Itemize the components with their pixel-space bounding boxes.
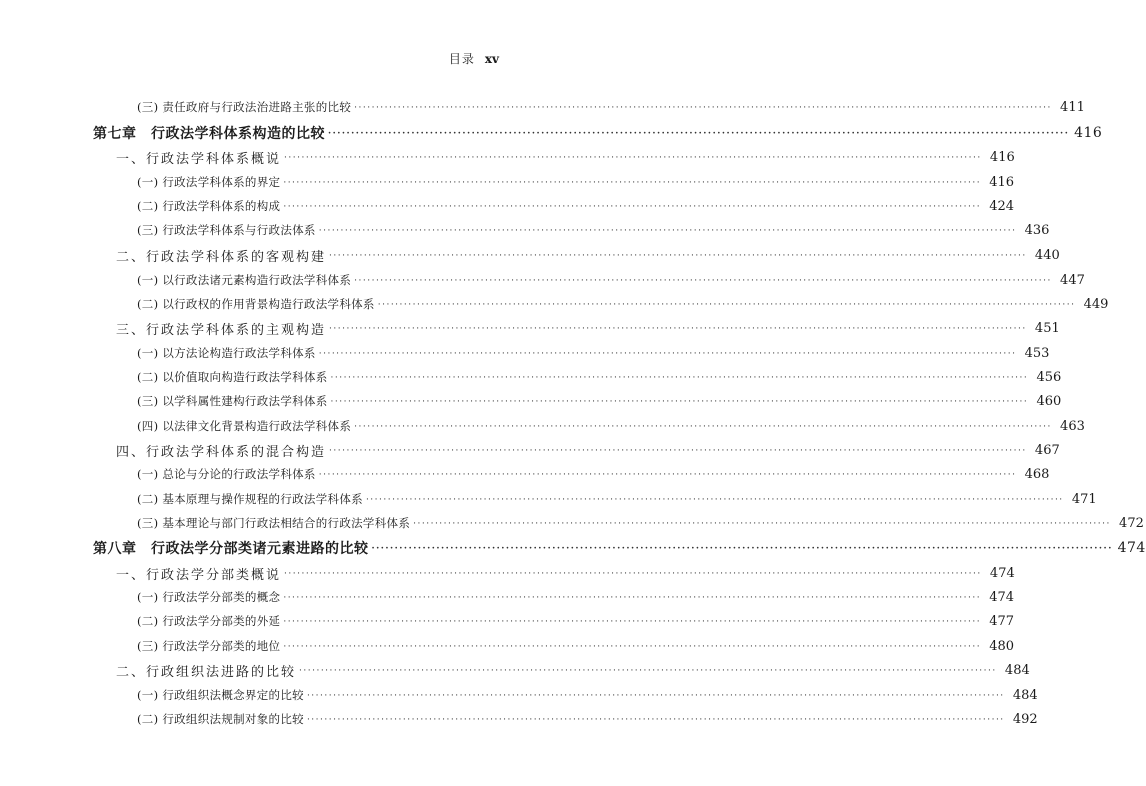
dot-leader: ································································································································································ xyxy=(365,494,1064,505)
toc-entry-title: 四、行政法学科体系的混合构造 xyxy=(116,444,327,460)
toc-entry-sub xyxy=(0,171,1015,193)
toc-entry-title: 第七章 行政法学科体系构造的比较 xyxy=(93,126,325,142)
toc-entry-page-number: 416 xyxy=(1074,125,1103,141)
dot-leader: ································································································································································ xyxy=(330,396,1029,407)
toc-entry-sub xyxy=(0,195,1015,217)
toc-entry-sub xyxy=(0,96,1085,118)
page-folio: xv xyxy=(484,52,499,66)
toc-entry-sub xyxy=(0,390,1062,412)
toc-entry-title: (三) 基本理论与部门行政法相结合的行政法学科体系 xyxy=(137,516,411,530)
toc-entry-sub xyxy=(0,366,1062,388)
toc-entry-title: (二) 以价值取向构造行政法学科体系 xyxy=(137,370,328,384)
toc-entry-page-number: 484 xyxy=(1012,687,1038,703)
dot-leader: ································································································································································ xyxy=(413,518,1111,529)
toc-entry-title: (二) 行政法学分部类的外延 xyxy=(137,614,281,628)
toc-entry-title: (三) 以学科属性建构行政法学科体系 xyxy=(137,394,328,408)
toc-entry-page-number: 460 xyxy=(1036,393,1062,409)
toc-entry-page-number: 472 xyxy=(1119,515,1144,531)
toc-entry-page-number: 463 xyxy=(1060,418,1085,434)
toc-entry-page-number: 474 xyxy=(1117,540,1146,556)
toc-entry-page-number: 492 xyxy=(1012,711,1038,727)
toc-entry-page-number: 411 xyxy=(1060,99,1085,115)
toc-entry-sub xyxy=(0,463,1050,485)
toc-entry-page-number: 440 xyxy=(1034,247,1060,263)
toc-entry-title: (二) 行政法学科体系的构成 xyxy=(137,199,281,213)
dot-leader: ································································································································································ xyxy=(283,641,982,652)
dot-leader: ································································································································································ xyxy=(284,568,982,579)
toc-entry-sub xyxy=(0,512,1144,534)
toc-entry-sub xyxy=(0,269,1085,291)
dot-leader: ································································································································································ xyxy=(284,152,982,163)
toc-entry-section xyxy=(0,146,1015,168)
toc-entry-sub xyxy=(0,488,1097,510)
dot-leader: ································································································································································ xyxy=(306,690,1005,701)
toc-entry-sub xyxy=(0,293,1109,315)
toc-entry-title: 一、行政法学分部类概说 xyxy=(116,567,282,583)
toc-entry-section xyxy=(0,244,1060,266)
toc-entry-title: (一) 以行政法诸元素构造行政法学科体系 xyxy=(137,273,352,287)
toc-entry-section xyxy=(0,562,1015,584)
dot-leader: ································································································································································ xyxy=(354,421,1052,432)
toc-entry-title: (二) 行政组织法规制对象的比较 xyxy=(137,712,304,726)
toc-entry-page-number: 474 xyxy=(989,589,1015,605)
toc-entry-title: (一) 行政法学分部类的概念 xyxy=(137,590,281,604)
dot-leader: ································································································································································ xyxy=(318,225,1017,236)
toc-entry-page-number: 471 xyxy=(1071,491,1097,507)
toc-entry-section xyxy=(0,317,1060,339)
toc-entry-title: (一) 总论与分论的行政法学科体系 xyxy=(137,467,316,481)
toc-entry-sub xyxy=(0,219,1050,241)
toc-entry-title: (一) 行政法学科体系的界定 xyxy=(137,175,281,189)
dot-leader: ································································································································································ xyxy=(371,543,1113,554)
toc-entry-title: (一) 行政组织法概念界定的比较 xyxy=(137,688,304,702)
toc-entry-page-number: 484 xyxy=(1004,662,1030,678)
toc-entry-sub xyxy=(0,586,1015,608)
dot-leader: ································································································································································ xyxy=(330,372,1029,383)
toc-entry-sub xyxy=(0,415,1085,437)
toc-entry-page-number: 436 xyxy=(1024,222,1050,238)
toc-entry-sub xyxy=(0,684,1038,706)
toc-entry-page-number: 416 xyxy=(989,174,1015,190)
toc-entry-page-number: 456 xyxy=(1036,369,1062,385)
dot-leader: ································································································································································ xyxy=(329,323,1027,334)
toc-entry-sub xyxy=(0,610,1015,632)
toc-entry-section xyxy=(0,439,1060,461)
toc-entry-page-number: 451 xyxy=(1034,320,1060,336)
dot-leader: ································································································································································ xyxy=(354,275,1052,286)
dot-leader: ································································································································································ xyxy=(329,445,1027,456)
dot-leader: ································································································································································ xyxy=(306,714,1005,725)
toc-entry-section xyxy=(0,659,1030,681)
toc-entry-sub xyxy=(0,342,1050,364)
toc-entry-title: (一) 以方法论构造行政法学科体系 xyxy=(137,346,316,360)
toc-entry-sub xyxy=(0,635,1015,657)
toc-entry-sub xyxy=(0,708,1038,730)
dot-leader: ································································································································································ xyxy=(318,348,1017,359)
toc-entry-page-number: 467 xyxy=(1034,442,1060,458)
toc-entry-title: 一、行政法学科体系概说 xyxy=(116,151,282,167)
dot-leader: ································································································································································ xyxy=(283,177,982,188)
toc-entry-title: 第八章 行政法学分部类诸元素进路的比较 xyxy=(93,541,369,557)
toc-entry-title: 二、行政组织法进路的比较 xyxy=(116,664,297,680)
toc-entry-page-number: 449 xyxy=(1083,296,1109,312)
toc-entry-title: (二) 基本原理与操作规程的行政法学科体系 xyxy=(137,492,363,506)
dot-leader: ································································································································································ xyxy=(283,201,982,212)
dot-leader: ································································································································································ xyxy=(377,299,1076,310)
toc-entry-title: 二、行政法学科体系的客观构建 xyxy=(116,249,327,265)
dot-leader: ································································································································································ xyxy=(283,592,982,603)
toc-entry-page-number: 453 xyxy=(1024,345,1050,361)
toc-entry-page-number: 477 xyxy=(989,613,1015,629)
toc-entry-title: (四) 以法律文化背景构造行政法学科体系 xyxy=(137,419,352,433)
toc-entry-title: 三、行政法学科体系的主观构造 xyxy=(116,322,327,338)
running-header xyxy=(449,50,499,67)
dot-leader: ································································································································································ xyxy=(329,250,1027,261)
toc-entry-title: (三) 责任政府与行政法治进路主张的比较 xyxy=(137,100,352,114)
toc-entry-page-number: 480 xyxy=(989,638,1015,654)
toc-entry-page-number: 416 xyxy=(989,149,1015,165)
toc-entry-title: (三) 行政法学分部类的地位 xyxy=(137,639,281,653)
dot-leader: ································································································································································ xyxy=(328,128,1070,139)
header-label: 目录 xyxy=(448,52,475,66)
toc-entry-title: (二) 以行政权的作用背景构造行政法学科体系 xyxy=(137,297,375,311)
toc-entry-chapter xyxy=(0,122,1103,144)
dot-leader: ································································································································································ xyxy=(299,665,997,676)
toc-entry-page-number: 468 xyxy=(1024,466,1050,482)
toc-entry-chapter xyxy=(0,537,1146,559)
toc-entry-page-number: 474 xyxy=(989,565,1015,581)
dot-leader: ································································································································································ xyxy=(283,616,982,627)
toc-entry-title: (三) 行政法学科体系与行政法体系 xyxy=(137,223,316,237)
dot-leader: ································································································································································ xyxy=(354,102,1052,113)
dot-leader: ································································································································································ xyxy=(318,469,1017,480)
toc-entry-page-number: 424 xyxy=(989,198,1015,214)
toc-entry-page-number: 447 xyxy=(1060,272,1085,288)
